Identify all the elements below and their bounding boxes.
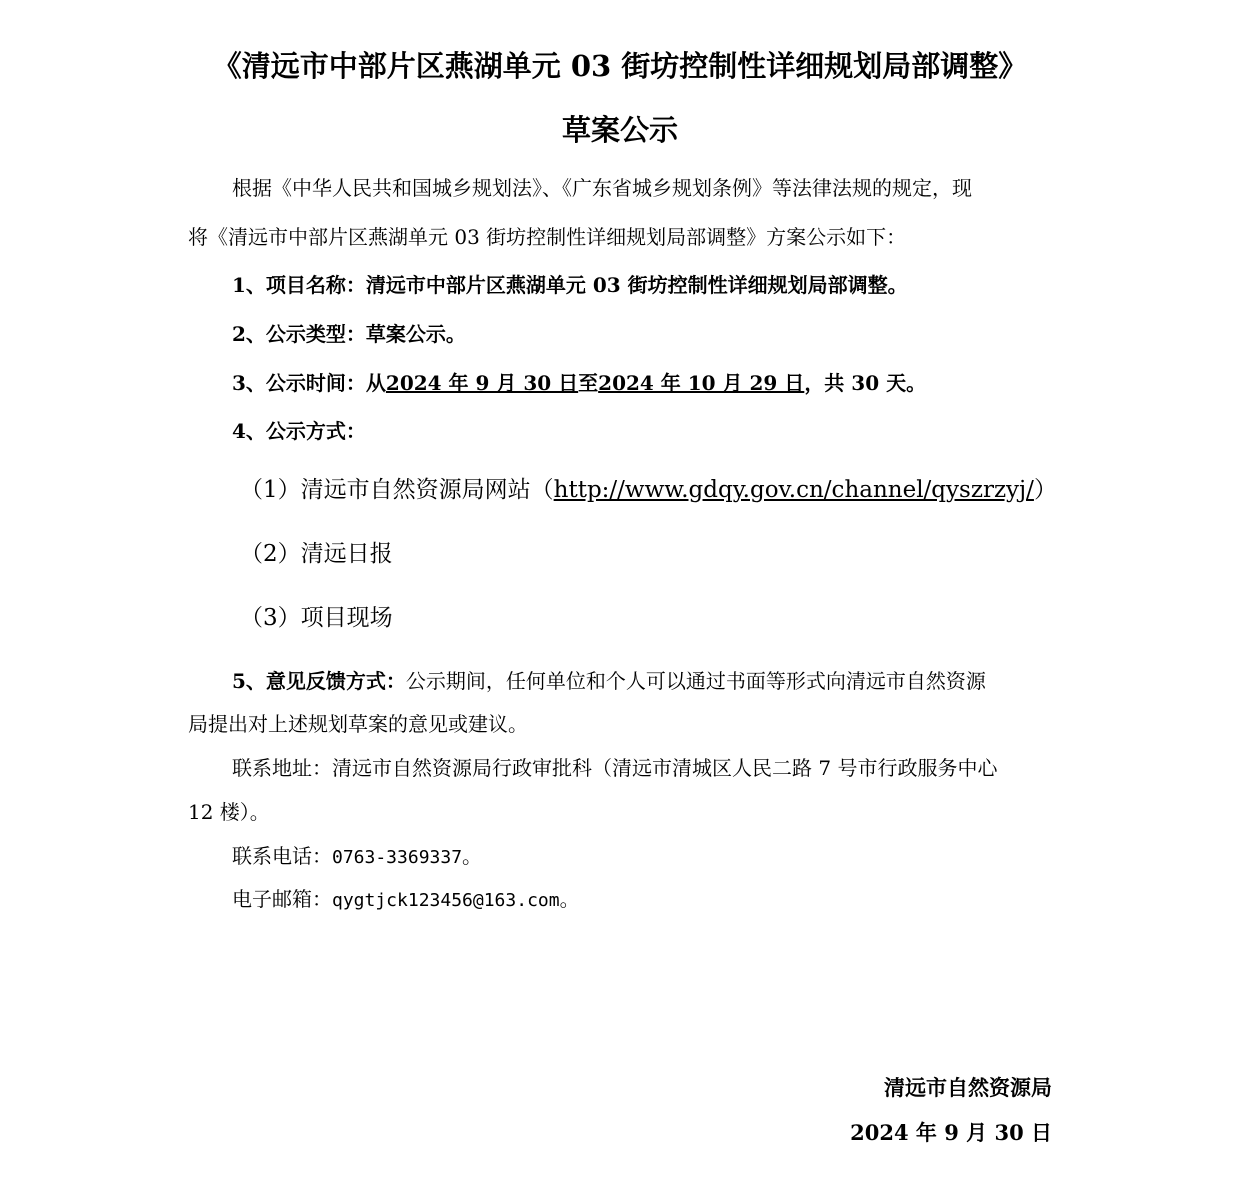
contact-address-line-2: 12 楼）。 xyxy=(188,800,270,824)
contact-phone-end: 。 xyxy=(462,844,483,868)
method-website-prefix: （1）清远市自然资源局网站（ xyxy=(240,477,554,503)
contact-phone-label: 联系电话： xyxy=(232,844,332,868)
contact-phone xyxy=(232,842,1052,872)
notice-period-to: 至 xyxy=(578,371,599,395)
method-website xyxy=(240,474,1057,506)
method-newspaper: （2）清远日报 xyxy=(240,541,393,567)
project-name-item: 1、项目名称：清远市中部片区燕湖单元 03 街坊控制性详细规划局部调整。 xyxy=(232,273,908,297)
website-link[interactable]: http://www.gdqy.gov.cn/channel/qyszrzyj/ xyxy=(553,477,1034,503)
notice-type-item: 2、公示类型：草案公示。 xyxy=(232,322,466,346)
notice-period-prefix: 3、公示时间：从 xyxy=(232,371,386,395)
notice-period-item xyxy=(232,369,1052,397)
notice-start-date: 2024 年 9 月 30 日 xyxy=(385,371,579,395)
intro-paragraph-line-1: 根据《中华人民共和国城乡规划法》、《广东省城乡规划条例》等法律法规的规定，现 xyxy=(232,176,972,200)
feedback-text-1: 公示期间，任何单位和个人可以通过书面等形式向清远市自然资源 xyxy=(405,669,986,693)
intro-paragraph-line-2: 将《清远市中部片区燕湖单元 03 街坊控制性详细规划局部调整》方案公示如下： xyxy=(188,225,907,249)
method-project-site: （3）项目现场 xyxy=(240,605,393,631)
contact-email-end: 。 xyxy=(559,887,580,911)
contact-email xyxy=(232,885,1052,915)
contact-address-line-1: 联系地址：清远市自然资源局行政审批科（清远市清城区人民二路 7 号市行政服务中心 xyxy=(232,756,998,780)
notice-period-suffix: ，共 30 天。 xyxy=(804,371,927,395)
method-website-suffix: ） xyxy=(1033,477,1057,503)
feedback-item-line-1 xyxy=(232,667,1052,695)
document-subtitle: 草案公示 xyxy=(561,113,678,147)
feedback-item-line-2: 局提出对上述规划草案的意见或建议。 xyxy=(188,712,528,736)
signature-date: 2024 年 9 月 30 日 xyxy=(850,1120,1052,1145)
feedback-label: 5、意见反馈方式： xyxy=(232,669,406,693)
notice-methods-item: 4、公示方式： xyxy=(232,419,366,443)
notice-end-date: 2024 年 10 月 29 日 xyxy=(598,371,805,395)
contact-email-label: 电子邮箱： xyxy=(232,887,332,911)
contact-email-address: qygtjck123456@163.com xyxy=(332,890,560,911)
document-title: 《清远市中部片区燕湖单元 03 街坊控制性详细规划局部调整》 xyxy=(212,49,1028,83)
signature-organization: 清远市自然资源局 xyxy=(884,1075,1052,1100)
contact-phone-number: 0763-3369337 xyxy=(332,847,463,868)
